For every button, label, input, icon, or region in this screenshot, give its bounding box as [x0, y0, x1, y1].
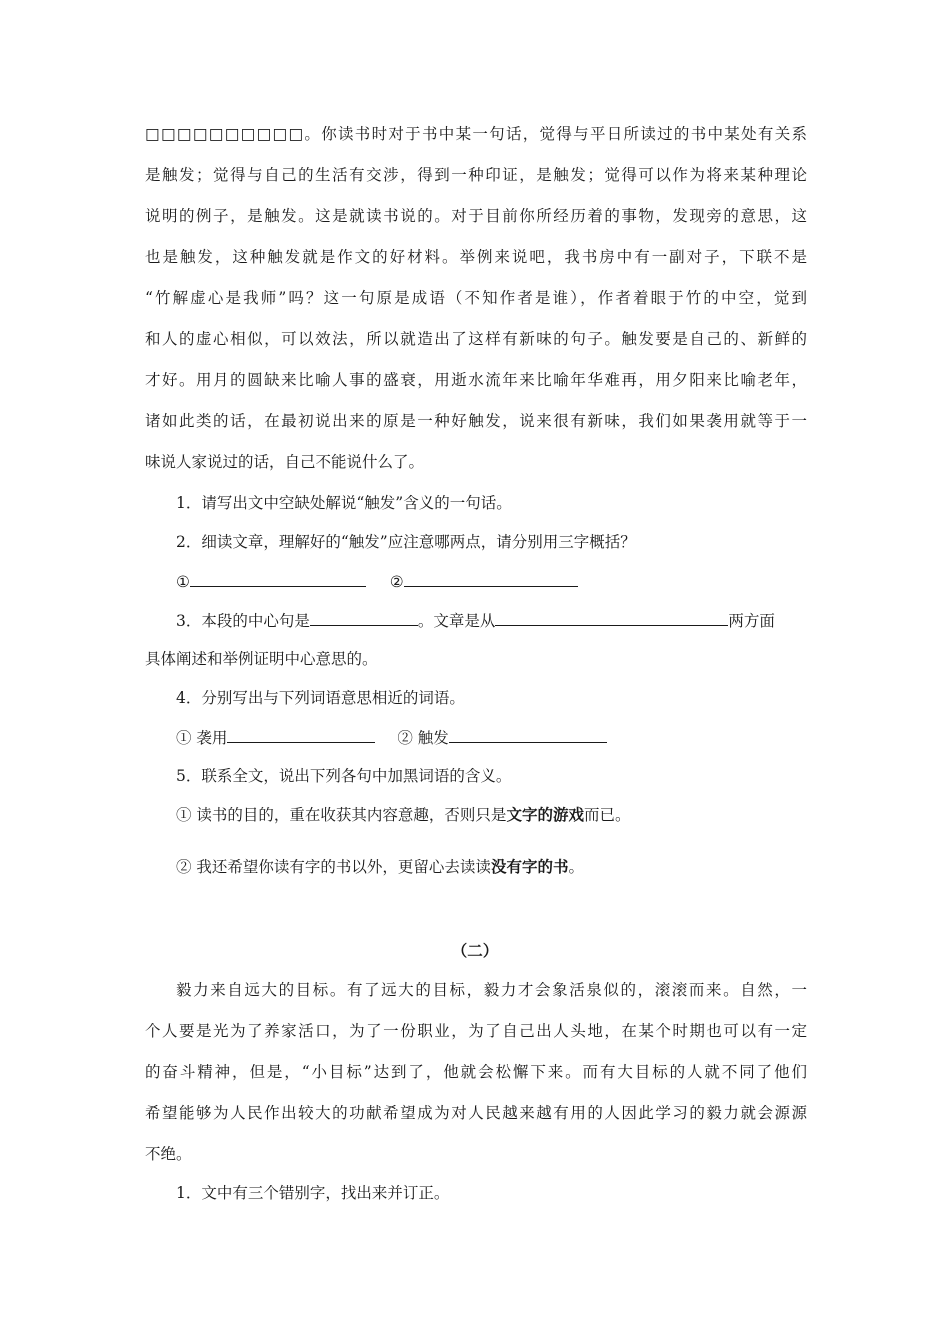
passage2-line-4: 希望能够为人民作出较大的功献希望成为对人民越来越有用的人因此学习的毅力就会源源: [145, 1104, 807, 1122]
question-3-continued: 具体阐述和举例证明中心意思的。: [145, 650, 378, 668]
question-5-item-1: [176, 805, 807, 825]
passage1-line-6: 和人的虚心相似，可以效法，所以就造出了这样有新味的句子。触发要是自己的、新鲜的: [145, 330, 807, 348]
answer-blank-3-2[interactable]: [495, 610, 728, 626]
question-1: 1．请写出文中空缺处解说“触发”含义的一句话。: [176, 494, 512, 512]
passage1-line-8: 诸如此类的话，在最初说出来的原是一种好触发，说来很有新味，我们如果袭用就等于一: [145, 412, 807, 430]
question-5-1-text: ① 读书的目的，重在收获其内容意趣，否则只是: [176, 806, 507, 824]
passage2-line-2: 个人要是光为了养家活口，为了一份职业，为了自己出人头地，在某个时期也可以有一定: [145, 1022, 807, 1040]
question-5-1-tail: 而已。: [583, 806, 631, 824]
passage2-line-5: 不绝。: [145, 1145, 192, 1163]
question-5-item-2: [176, 857, 807, 877]
answer-marker-1: ①: [176, 573, 190, 591]
passage1-line-4: 也是触发，这种触发就是作文的好材料。举例来说吧，我书房中有一副对子，下联不是: [145, 248, 807, 266]
question-5-1-bold-term: 文字的游戏: [506, 805, 584, 824]
question-5-2-text: ② 我还希望你读有字的书以外，更留心去读读: [176, 858, 491, 876]
answer-blank-3-1[interactable]: [310, 610, 418, 626]
passage1-line-9: 味说人家说过的话，自己不能说什么了。: [145, 453, 425, 471]
passage1-line-1: □□□□□□□□□□。你读书时对于书中某一句话，觉得与平日所读过的书中某处有关系: [145, 125, 807, 143]
question-2: 2．细读文章，理解好的“触发”应注意哪两点，请分别用三字概括？: [176, 533, 636, 551]
question-3: [176, 610, 807, 631]
passage1-line-5: “竹解虚心是我师”吗？这一句原是成语（不知作者是谁），作者着眼于竹的中空，觉到: [145, 289, 807, 307]
section-2-heading: （二）: [451, 941, 499, 960]
question-4-answers: [176, 727, 807, 748]
answer-blank-2-1[interactable]: [190, 571, 366, 587]
question-5-2-tail: 。: [568, 858, 584, 876]
answer-blank-4-1[interactable]: [227, 727, 375, 743]
question-3-text-b: 。文章是从: [417, 612, 496, 630]
question-5-2-bold-term: 没有字的书: [490, 857, 569, 876]
section-2-question-1: 1．文中有三个错别字，找出来并订正。: [176, 1184, 450, 1202]
question-3-text-a: 3．本段的中心句是: [176, 612, 310, 630]
question-5: 5．联系全文，说出下列各句中加黑词语的含义。: [176, 767, 512, 785]
passage2-line-1: 毅力来自远大的目标。有了远大的目标，毅力才会象活泉似的，滚滚而来。自然，一: [176, 981, 807, 999]
answer-blank-4-2[interactable]: [449, 727, 607, 743]
passage1-line-3: 说明的例子，是触发。这是就读书说的。对于目前你所经历着的事物，发现旁的意思，这: [145, 207, 807, 225]
question-3-text-c: 两方面: [728, 612, 775, 630]
passage2-line-3: 的奋斗精神，但是，“小目标”达到了，他就会松懈下来。而有大目标的人就不同了他们: [145, 1063, 807, 1081]
passage1-line-2: 是触发；觉得与自己的生活有交涉，得到一种印证，是触发；觉得可以作为将来某种理论: [145, 166, 807, 184]
question-4: 4．分别写出与下列词语意思相近的词语。: [176, 689, 465, 707]
passage1-line-7: 才好。用月的圆缺来比喻人事的盛衰，用逝水流年来比喻年华难再，用夕阳来比喻老年，: [145, 371, 807, 389]
question-2-answers: [176, 571, 807, 592]
answer-marker-2: ②: [389, 573, 404, 591]
question-4-word-1: ① 袭用: [176, 729, 228, 747]
answer-blank-2-2[interactable]: [404, 571, 578, 587]
question-4-word-2: ② 触发: [397, 729, 449, 747]
